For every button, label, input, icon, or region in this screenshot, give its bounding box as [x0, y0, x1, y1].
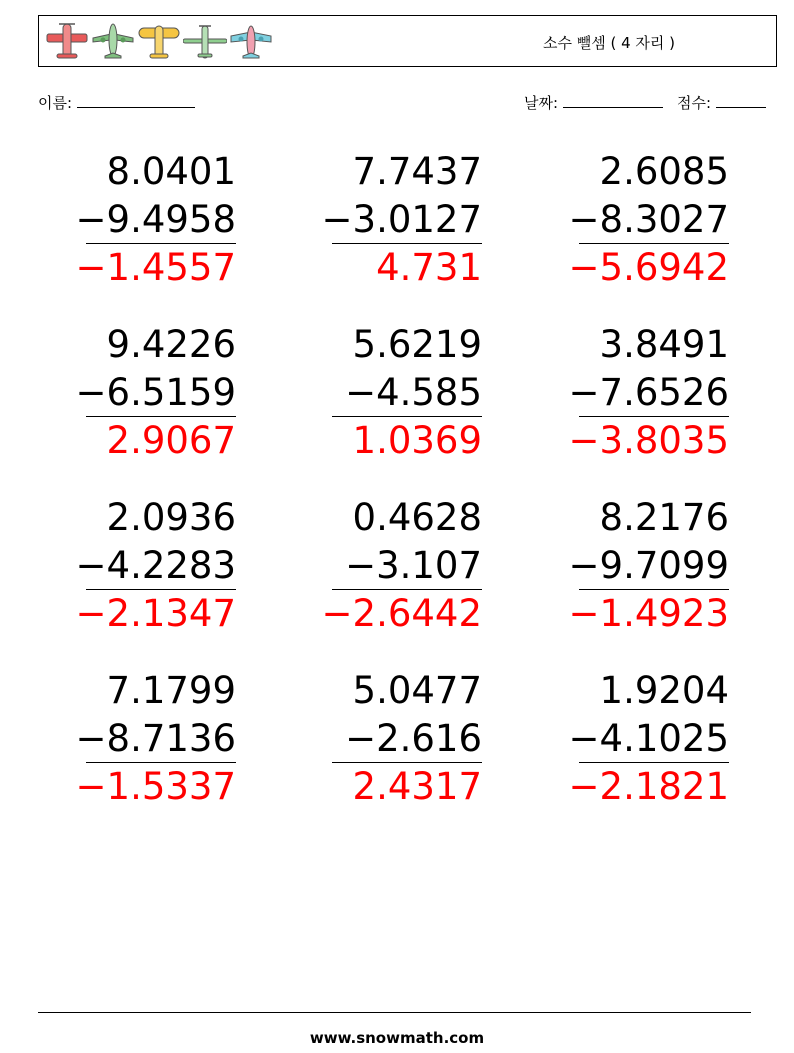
problem	[559, 494, 729, 638]
problem	[312, 667, 482, 811]
answer-rule	[332, 762, 482, 763]
footer-site-link[interactable]: www.snowmath.com	[309, 1029, 485, 1047]
worksheet-header	[38, 15, 777, 67]
answer: 2.9067	[106, 419, 236, 462]
answer: −2.1821	[568, 765, 729, 808]
green-plane-icon	[91, 20, 135, 64]
minuend: 8.0401	[106, 150, 236, 193]
answer: −1.4557	[75, 246, 236, 289]
subtrahend: −8.7136	[75, 717, 236, 760]
answer: 1.0369	[352, 419, 482, 462]
problem	[559, 667, 729, 811]
name-blank	[77, 92, 195, 108]
blue-plane-icon	[229, 20, 273, 64]
subtrahend: −3.0127	[321, 198, 482, 241]
red-plane-icon	[45, 20, 89, 64]
subtrahend: −9.4958	[75, 198, 236, 241]
problem	[312, 321, 482, 465]
answer-rule	[332, 589, 482, 590]
answer: −2.1347	[75, 592, 236, 635]
answer-rule	[332, 243, 482, 244]
subtrahend: −3.107	[345, 544, 482, 587]
minuend: 2.0936	[106, 496, 236, 539]
answer-rule	[332, 416, 482, 417]
answer: −3.8035	[568, 419, 729, 462]
minuend: 5.6219	[352, 323, 482, 366]
subtrahend: −4.585	[345, 371, 482, 414]
date-blank	[563, 92, 663, 108]
problem	[559, 148, 729, 292]
minuend: 5.0477	[352, 669, 482, 712]
problem	[312, 494, 482, 638]
answer-rule	[579, 762, 729, 763]
answer: −1.4923	[568, 592, 729, 635]
subtrahend: −9.7099	[568, 544, 729, 587]
subtrahend: −6.5159	[75, 371, 236, 414]
problem	[66, 321, 236, 465]
subtrahend: −4.2283	[75, 544, 236, 587]
answer-rule	[86, 589, 236, 590]
answer-rule	[579, 416, 729, 417]
date-field	[524, 92, 663, 113]
problem	[66, 494, 236, 638]
problem	[66, 148, 236, 292]
worksheet-title: 소수 뺄셈 ( 4 자리 )	[542, 34, 676, 52]
answer: −1.5337	[75, 765, 236, 808]
answer-rule	[86, 762, 236, 763]
footer-rule	[38, 1012, 751, 1013]
minuend: 1.9204	[599, 669, 729, 712]
answer: 2.4317	[352, 765, 482, 808]
answer-rule	[579, 589, 729, 590]
problem	[559, 321, 729, 465]
yellow-plane-icon	[137, 20, 181, 64]
subtrahend: −2.616	[345, 717, 482, 760]
subtrahend: −4.1025	[568, 717, 729, 760]
answer-rule	[579, 243, 729, 244]
minuend: 8.2176	[599, 496, 729, 539]
answer: 4.731	[376, 246, 482, 289]
minuend: 0.4628	[352, 496, 482, 539]
score-blank	[716, 92, 766, 108]
minuend: 2.6085	[599, 150, 729, 193]
subtrahend: −7.6526	[568, 371, 729, 414]
score-label: 점수:	[677, 94, 712, 112]
minuend: 3.8491	[599, 323, 729, 366]
minuend: 7.1799	[106, 669, 236, 712]
date-label: 날짜:	[524, 94, 559, 112]
problem	[66, 667, 236, 811]
subtrahend: −8.3027	[568, 198, 729, 241]
score-field	[677, 92, 766, 113]
answer: −2.6442	[321, 592, 482, 635]
answer-rule	[86, 416, 236, 417]
green-glider-icon	[183, 20, 227, 64]
minuend: 7.7437	[352, 150, 482, 193]
minuend: 9.4226	[106, 323, 236, 366]
name-label: 이름:	[38, 94, 73, 112]
name-field	[38, 92, 195, 113]
answer-rule	[86, 243, 236, 244]
problem	[312, 148, 482, 292]
answer: −5.6942	[568, 246, 729, 289]
